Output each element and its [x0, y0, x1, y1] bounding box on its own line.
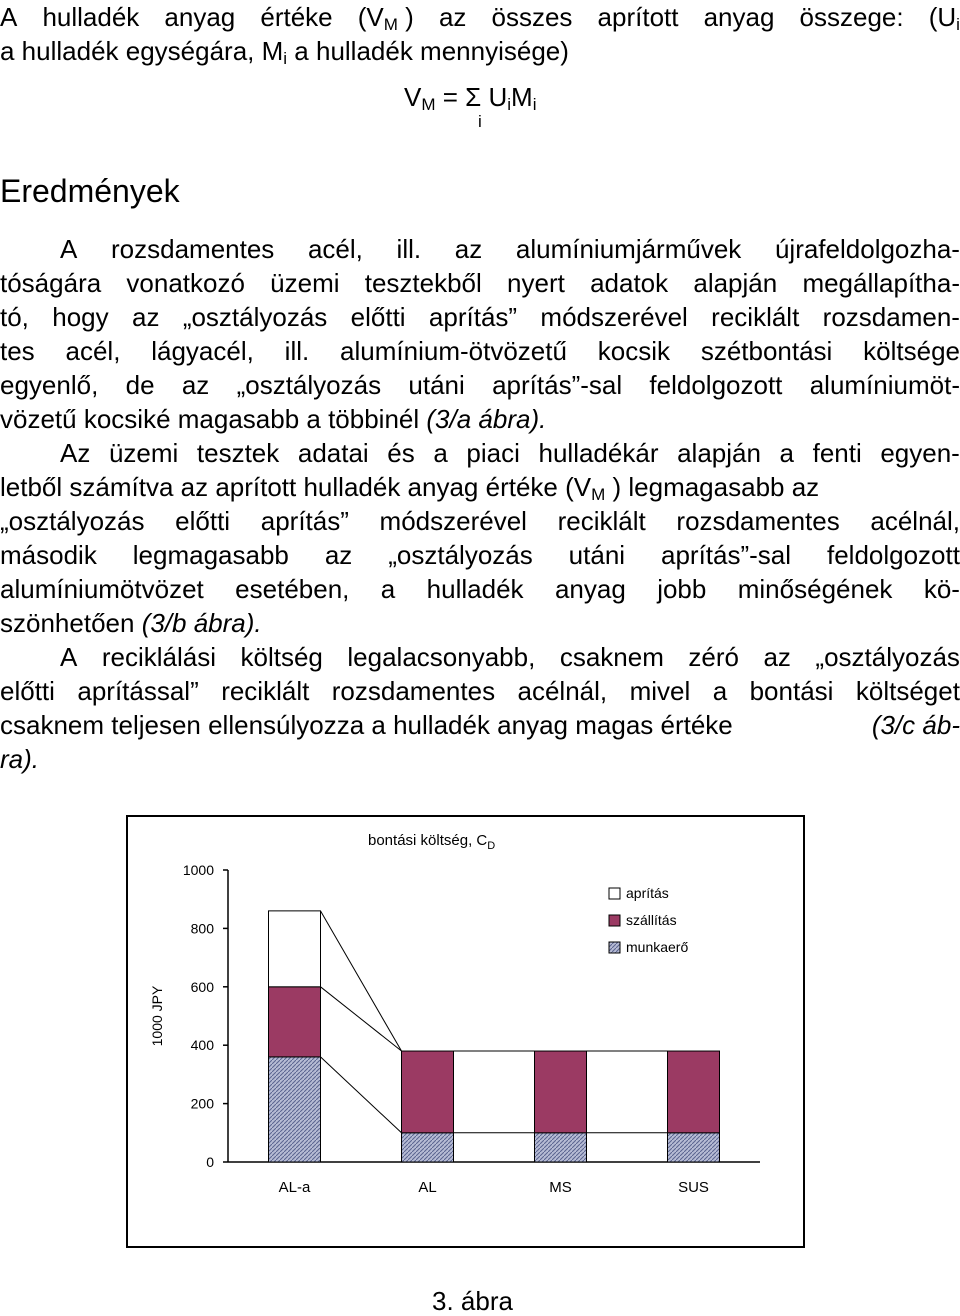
figure-caption: 3. ábra: [432, 1286, 513, 1316]
paragraph2-line: alumíniumötvözet esetében, a hulladék anyag jobb minőségének kö-: [0, 574, 960, 604]
paragraph2-line: „osztályozás előtti aprítás” módszerével reciklált rozsdamentes acélnál,: [0, 506, 960, 536]
formula-sum-index: i: [478, 112, 482, 131]
paragraph1-line: tóságára vonatkozó üzemi tesztekből nyert adatok alapján megállapítha-: [0, 268, 960, 298]
paragraph1-line: tó, hogy az „osztályozás előtti aprítás” módszerével reciklált rozsdamen-: [0, 302, 960, 332]
bar-segment: [402, 1051, 454, 1133]
paragraph2-line: második legmagasabb az „osztályozás utáni aprítás”-sal feldolgozott: [0, 540, 960, 570]
bar-segment: [269, 1057, 321, 1162]
y-axis-label: 1000 JPY: [149, 985, 165, 1047]
bar-segment: [668, 1051, 720, 1133]
legend-swatch: [609, 915, 620, 926]
intro-line-2: a hulladék egységára, $M_i$ a hulladék mennyisége): [0, 36, 569, 68]
bar-segment: [269, 987, 321, 1057]
legend-label: aprítás: [626, 885, 669, 901]
sigma-symbol: Σ: [465, 82, 482, 112]
paragraph1-line: tes acél, lágyacél, ill. alumínium-ötvözetű kocsik szétbontási költsége: [0, 336, 960, 366]
paragraph3-last-line: ra).: [0, 744, 39, 774]
paragraph1-last-line: vözetű kocsiké magasabb a többinél (3/a ábra).: [0, 404, 547, 434]
y-tick-label: 0: [206, 1154, 214, 1170]
series-connector: [321, 911, 402, 1051]
y-tick-label: 400: [190, 1037, 214, 1054]
bar-segment: [535, 1051, 587, 1133]
paragraph1-line: egyenlő, de az „osztályozás utáni aprítás”-sal feldolgozott alumíniumöt-: [0, 370, 960, 400]
paragraph3-line: csaknem teljesen ellensúlyozza a hulladék anyag magas értéke (3/c áb-: [0, 710, 960, 740]
series-connector: [321, 987, 402, 1051]
y-tick-label: 1000: [182, 862, 214, 878]
y-tick-label: 200: [190, 1095, 214, 1112]
x-tick-label: MS: [549, 1179, 572, 1196]
bar-segment: [269, 911, 321, 987]
paragraph1-line: A rozsdamentes acél, ill. az alumíniumjárművek újrafeldolgozha-: [60, 234, 960, 264]
bar-segment: [668, 1133, 720, 1162]
intro-line-1: A hulladék anyag értéke ($V_M$ ) az összes aprított anyag összege: ($U_i$: [0, 2, 960, 34]
legend-swatch: [609, 888, 620, 899]
x-tick-label: AL: [418, 1179, 437, 1196]
legend-label: munkaerő: [626, 939, 689, 955]
section-heading: Eredmények: [0, 173, 180, 209]
series-connector: [321, 1057, 402, 1133]
paragraph2-last-line: szönhetően (3/b ábra).: [0, 608, 262, 638]
x-tick-label: AL-a: [278, 1179, 311, 1196]
formula: $V_M = \Sigma$ $U_iM_i$: [404, 82, 537, 114]
paragraph2-line: letből számítva az aprított hulladék anyag értéke ($V_M$ ) legmagasabb az: [0, 472, 820, 504]
y-tick-label: 600: [190, 978, 214, 995]
y-tick-label: 800: [190, 920, 214, 937]
x-tick-label: SUS: [678, 1179, 709, 1196]
bar-segment: [402, 1133, 454, 1162]
paragraph3-line: A reciklálási költség legalacsonyabb, csaknem zéró az „osztályozás: [60, 642, 960, 672]
paragraph3-line: előtti aprítással” reciklált rozsdamentes acélnál, mivel a bontási költséget: [0, 676, 960, 706]
bar-segment: [535, 1133, 587, 1162]
paragraph2-line: Az üzemi tesztek adatai és a piaci hulladékár alapján a fenti egyen-: [60, 438, 960, 468]
legend-swatch: [609, 942, 620, 953]
legend-label: szállítás: [626, 912, 677, 928]
chart-title: bontási költség, $C_D$: [368, 832, 496, 852]
